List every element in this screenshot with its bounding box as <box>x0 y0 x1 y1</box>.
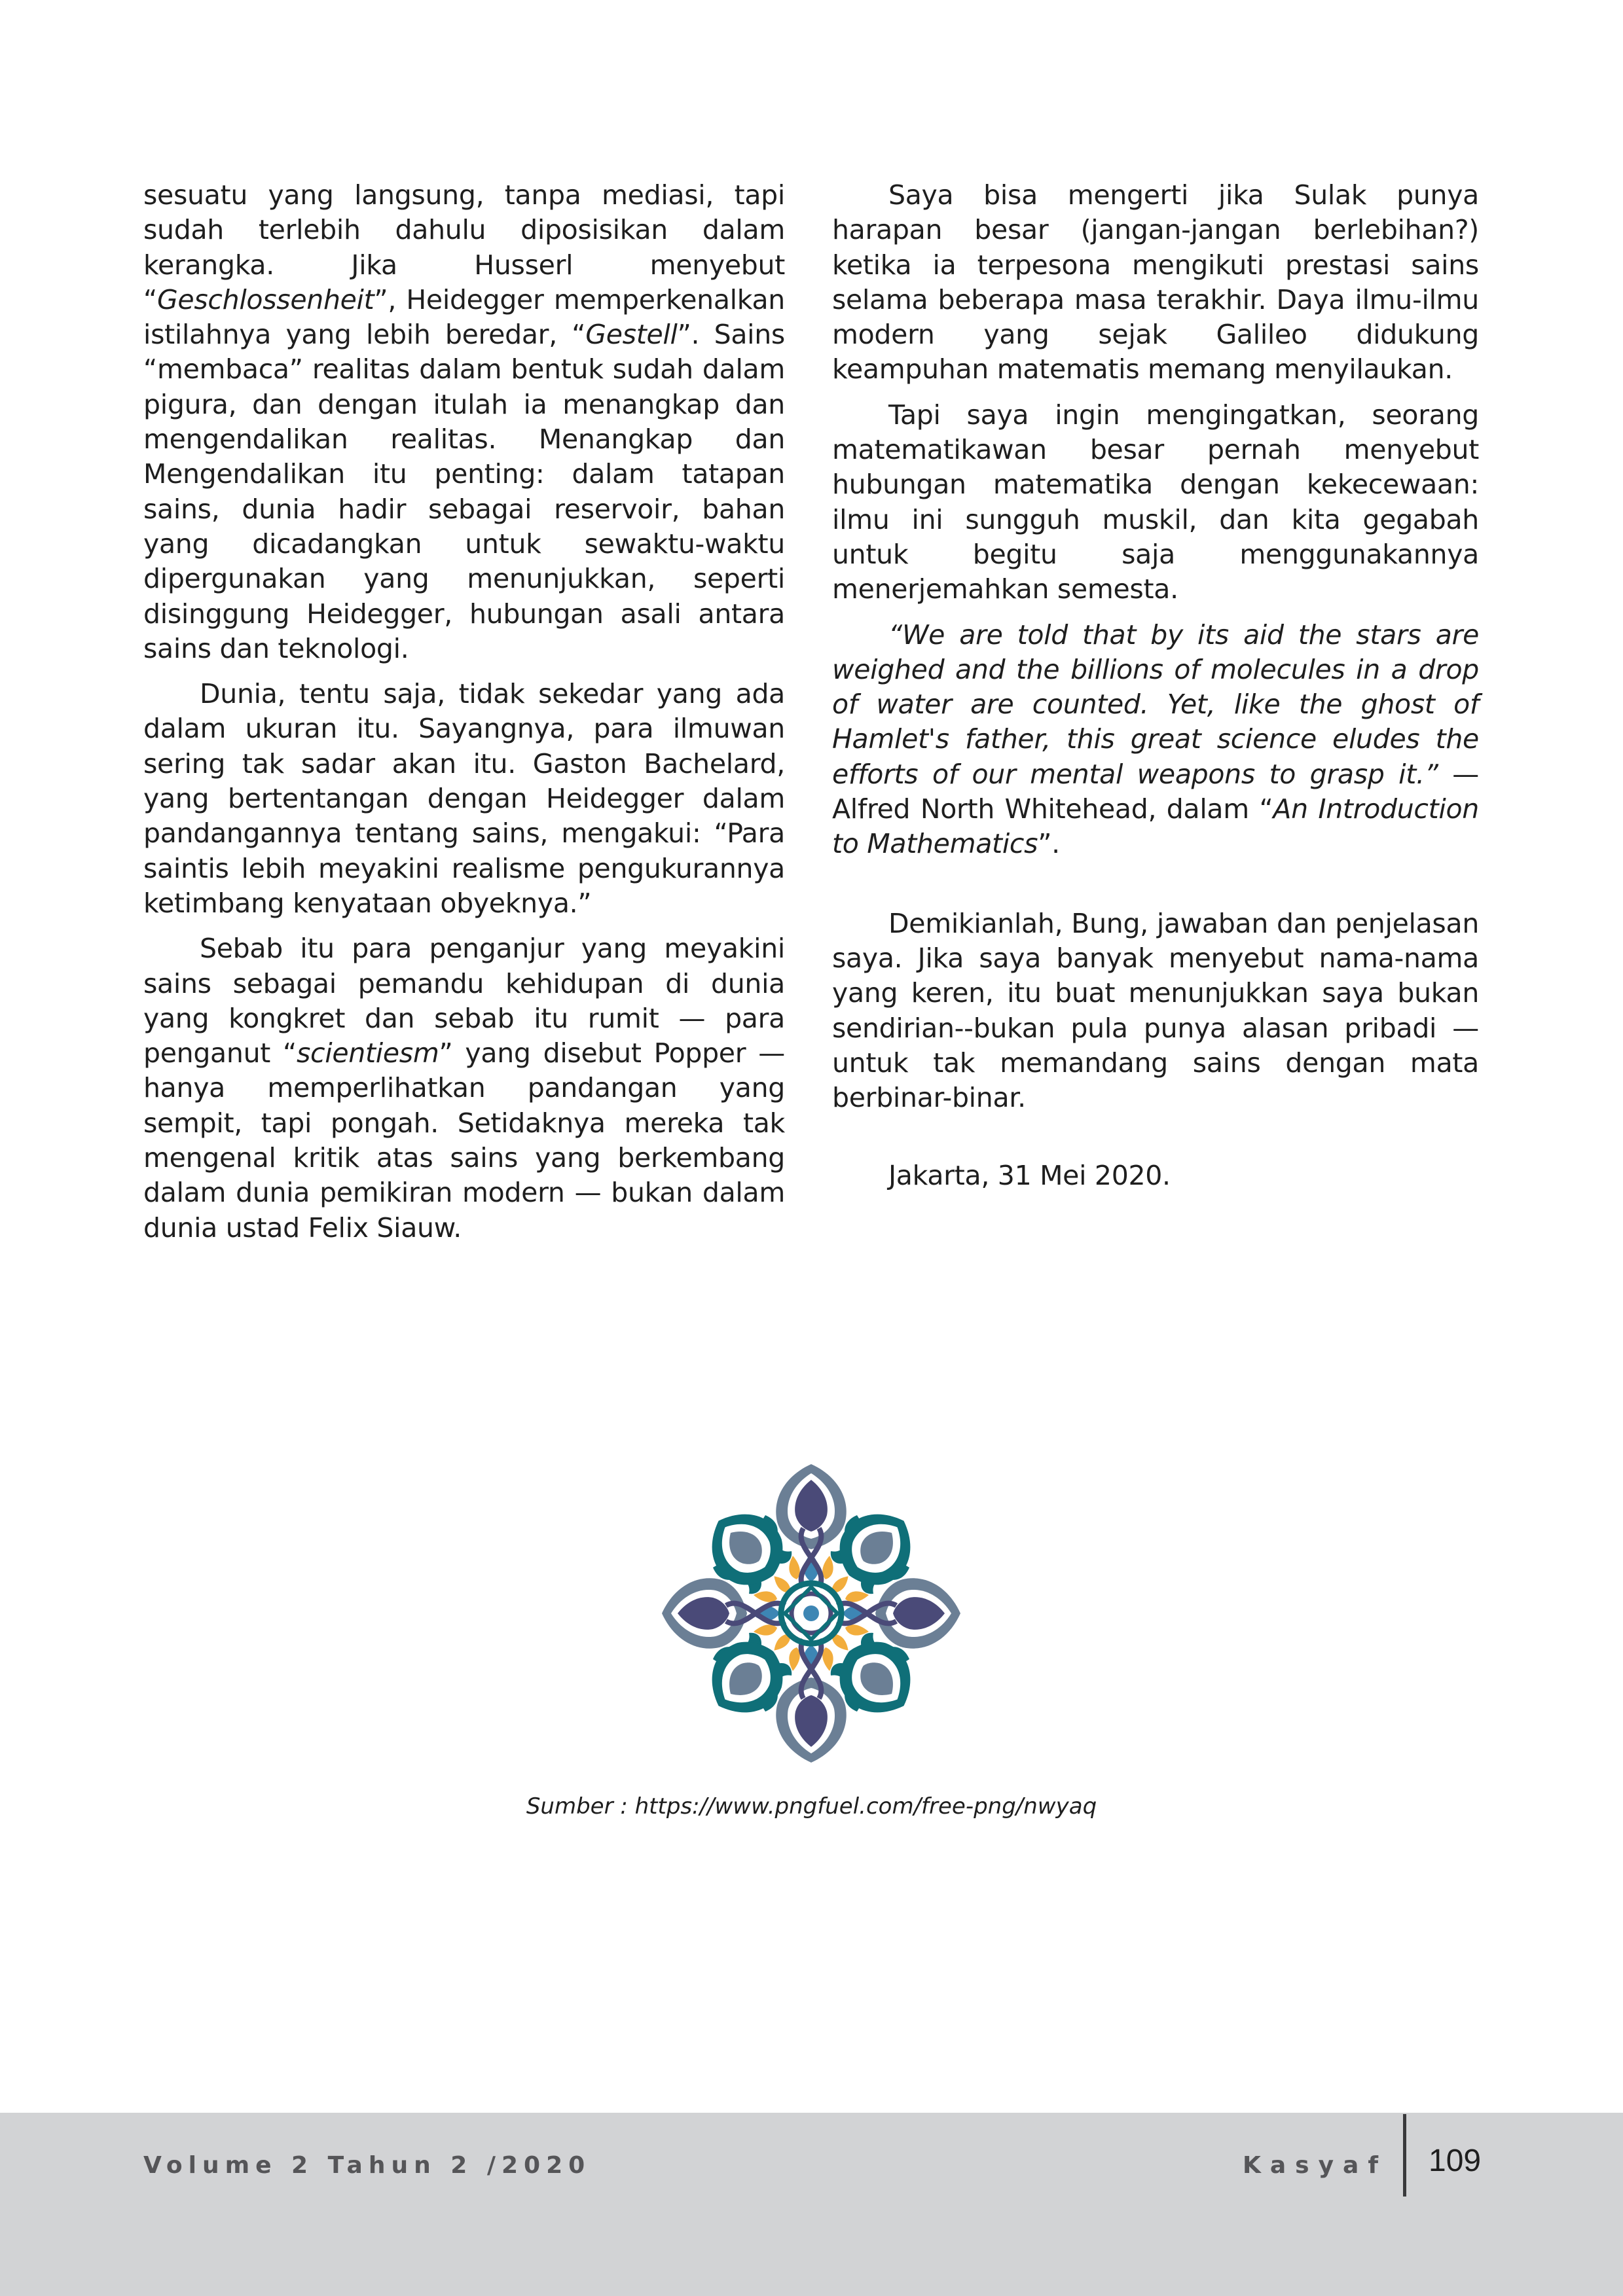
quote-text: “We are told that by its aid the stars are weighed and the billions of molecules in a drop of water are counted. Yet, like the ghost of Hamlet's father, this great science eludes the efforts of our mental weapons to grasp it.” <box>832 619 1479 790</box>
term-geschlossenheit: Geschlossenheit <box>156 283 374 315</box>
quote-attribution: — Alfred North Whitehead, dalam “ <box>832 758 1479 825</box>
right-paragraph-4: Demikianlah, Bung, jawaban dan penjelasan saya. Jika saya banyak menyebut nama-nama yang keren, itu buat menunjukkan saya bukan sendirian--bukan pula punya alasan pribadi —untuk tak memandang sains dengan mata berbinar-binar. <box>832 907 1479 1114</box>
right-paragraph-2: Tapi saya ingin mengingatkan, seorang matematikawan besar pernah menyebut hubungan matematika dengan kekecewaan: ilmu ini sungguh muskil, dan kita gegabah untuk begitu saja menggunakannya menerjemahkan semesta. <box>832 399 1479 605</box>
image-caption: Sumber : https://www.pngfuel.com/free-png/nwyaq <box>526 1793 1097 1820</box>
footer-volume: Volume 2 Tahun 2 /2020 <box>143 2152 591 2179</box>
footer-divider <box>1403 2114 1406 2197</box>
mandala-center <box>781 1583 841 1643</box>
left-paragraph-2: Dunia, tentu saja, tidak sekedar yang ada dalam ukuran itu. Sayangnya, para ilmuwan sering tak sadar akan itu. Gaston Bachelard, yang bertentangan dengan Heidegger dalam pandangannya tentang sains, mengakui: “Para saintis lebih meyakini realisme pengukurannya ketimbang kenyataan obyeknya.” <box>143 678 785 919</box>
term-gestell: Gestell <box>585 319 678 351</box>
left-column <box>143 178 785 1256</box>
left-paragraph-1: sesuatu yang langsung, tanpa mediasi, tapi sudah terlebih dahulu diposisikan dalam kerangka. Jika Husserl menyebut “Geschlossenheit”, Heidegger memperkenalkan istilahnya yang lebih beredar, “Gestell”. Sains “membaca” realitas dalam bentuk sudah dalam pigura, dan dengan itulah ia menangkap dan mengendalikan realitas. Menangkap dan Mengendalikan itu penting: dalam tatapan sains, dunia hadir sebagai reservoir, bahan yang dicadangkan untuk sewaktu-waktu dipergunakan yang menunjukkan, seperti disinggung Heidegger, hubungan asali antara sains dan teknologi. <box>143 179 785 664</box>
left-paragraph-3: Sebab itu para penganjur yang meyakini sains sebagai pemandu kehidupan di dunia yang kongkret dan sebab itu rumit — para penganut “scientiesm” yang disebut Popper — hanya memperlihatkan pandangan yang sempit, tapi pongah. Setidaknya mereka tak mengenal kritik atas sains yang berkembang dalam dunia pemikiran modern — bukan dalam dunia ustad Felix Siauw. <box>143 933 785 1244</box>
right-paragraph-1: Saya bisa mengerti jika Sulak punya harapan besar (jangan-jangan berlebihan?) ketika ia terpesona mengikuti prestasi sains selama beberapa masa terakhir. Daya ilmu-ilmu modern yang sejak Galileo didukung keampuhan matematis memang menyilaukan. <box>832 179 1479 386</box>
page-number: 109 <box>1429 2144 1482 2178</box>
right-column <box>832 178 1479 1204</box>
date-line: Jakarta, 31 Mei 2020. <box>888 1160 1171 1192</box>
term-scientiesm: scientiesm <box>296 1037 439 1069</box>
mandala-ornament-icon <box>651 1453 972 1774</box>
mandala-ornament-svg <box>651 1453 972 1774</box>
footer-brand: Kasyaf <box>1242 2152 1387 2179</box>
whitehead-quote: “We are told that by its aid the stars are weighed and the billions of molecules in a drop of water are counted. Yet, like the ghost of Hamlet's father, this great science eludes the efforts of our mental weapons to grasp it.” — Alfred North Whitehead, dalam “An Introduction to Mathematics”. <box>832 619 1479 860</box>
page-footer <box>0 2113 1623 2296</box>
quote-book-title: An Introduction to Mathematics <box>832 793 1479 860</box>
